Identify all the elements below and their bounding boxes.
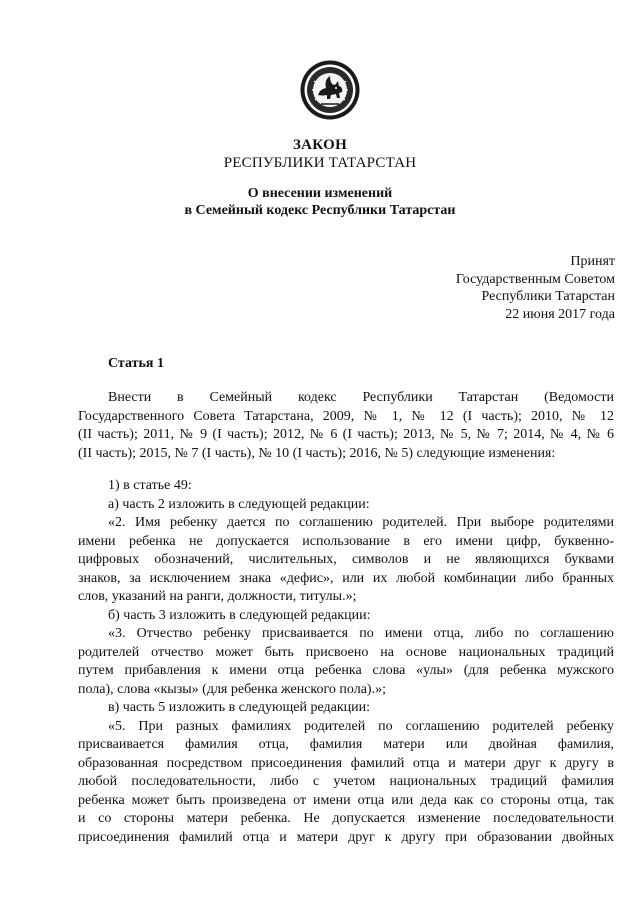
text-line: имени ребенка не допускается использование в его имени цифр, буквенно-	[78, 533, 614, 549]
text-line: любой последовательности, либо с учетом национальных традиций фамилия	[78, 774, 614, 789]
adopted-republic: Республики Татарстан	[481, 289, 615, 304]
adopted-by: Государственным Советом	[455, 271, 615, 287]
tatarstan-coat-of-arms-icon	[299, 59, 361, 121]
text-line: слов, указаний на ранги, должности, титулы.»;	[78, 589, 357, 604]
text-line: и со стороны матери ребенка. Не допускается изменение последовательности	[78, 811, 614, 826]
adopted-label: Принят	[570, 254, 615, 269]
law-subtitle-line2: в Семейный кодекс Республики Татарстан	[184, 203, 456, 218]
text-line: «3. Отчество ребенку присваивается по имени отца, либо по соглашению	[108, 626, 614, 641]
text-line: образованная посредством присоединения фамилий отца и матери друг к другу в	[78, 755, 614, 771]
text-line: Внести в Семейный кодекс Республики Татарстан (Ведомости	[108, 390, 614, 405]
text-line: знаков, за исключением знака «дефис», или их любой комбинации либо бранных	[78, 570, 614, 586]
adoption-block	[456, 253, 615, 323]
text-line: присоединения фамилий отца и матери друг к другу при образовании двойных	[78, 829, 614, 845]
text-line: (II часть); 2015, № 7 (I часть), № 10 (I часть); 2016, № 5) следующие изменения:	[78, 445, 556, 461]
intro-paragraph	[78, 389, 614, 463]
text-line: ребенка может быть произведена от имени отца или деда как со стороны отца, так	[78, 792, 614, 808]
article-heading: Статья 1	[108, 356, 164, 371]
amendments-list	[78, 477, 614, 847]
law-title: ЗАКОН	[292, 137, 348, 153]
adopted-date: 22 июня 2017 года	[505, 306, 615, 322]
text-line: «2. Имя ребенку дается по соглашению родителей. При выборе родителями	[108, 515, 614, 530]
text-line: пола), слова «кызы» (для ребенка женского пола).»;	[78, 681, 386, 697]
law-subtitle-line1: О внесении изменений	[247, 186, 393, 201]
list-item: в) часть 5 изложить в следующей редакции:	[108, 700, 371, 715]
text-line: цифровых обозначений, числительных, символов и не являющихся буквами	[78, 552, 614, 567]
text-line: Государственного Совета Татарстана, 2009, № 1, № 12 (I часть); 2010, № 12	[78, 408, 614, 424]
text-line: родителей отчество может быть присвоено на основе национальных традиций	[78, 644, 614, 660]
text-line: путем прибавления к имени отца ребенка слова «улы» (для ребенка мужского	[78, 663, 614, 678]
republic-title: РЕСПУБЛИКИ ТАТАРСТАН	[223, 155, 417, 171]
text-line: присваивается фамилия отца, фамилия матери или двойная фамилия,	[78, 737, 614, 752]
list-item: 1) в статье 49:	[108, 478, 192, 493]
text-line: (II часть); 2011, № 9 (I часть); 2012, № 6 (I часть); 2013, № 5, № 7; 2014, № 4, № 6	[78, 427, 614, 442]
list-item: б) часть 3 изложить в следующей редакции:	[108, 607, 371, 623]
list-item: а) часть 2 изложить в следующей редакции:	[108, 496, 370, 512]
text-line: «5. При разных фамилиях родителей по соглашению родителей ребенку	[108, 718, 614, 734]
